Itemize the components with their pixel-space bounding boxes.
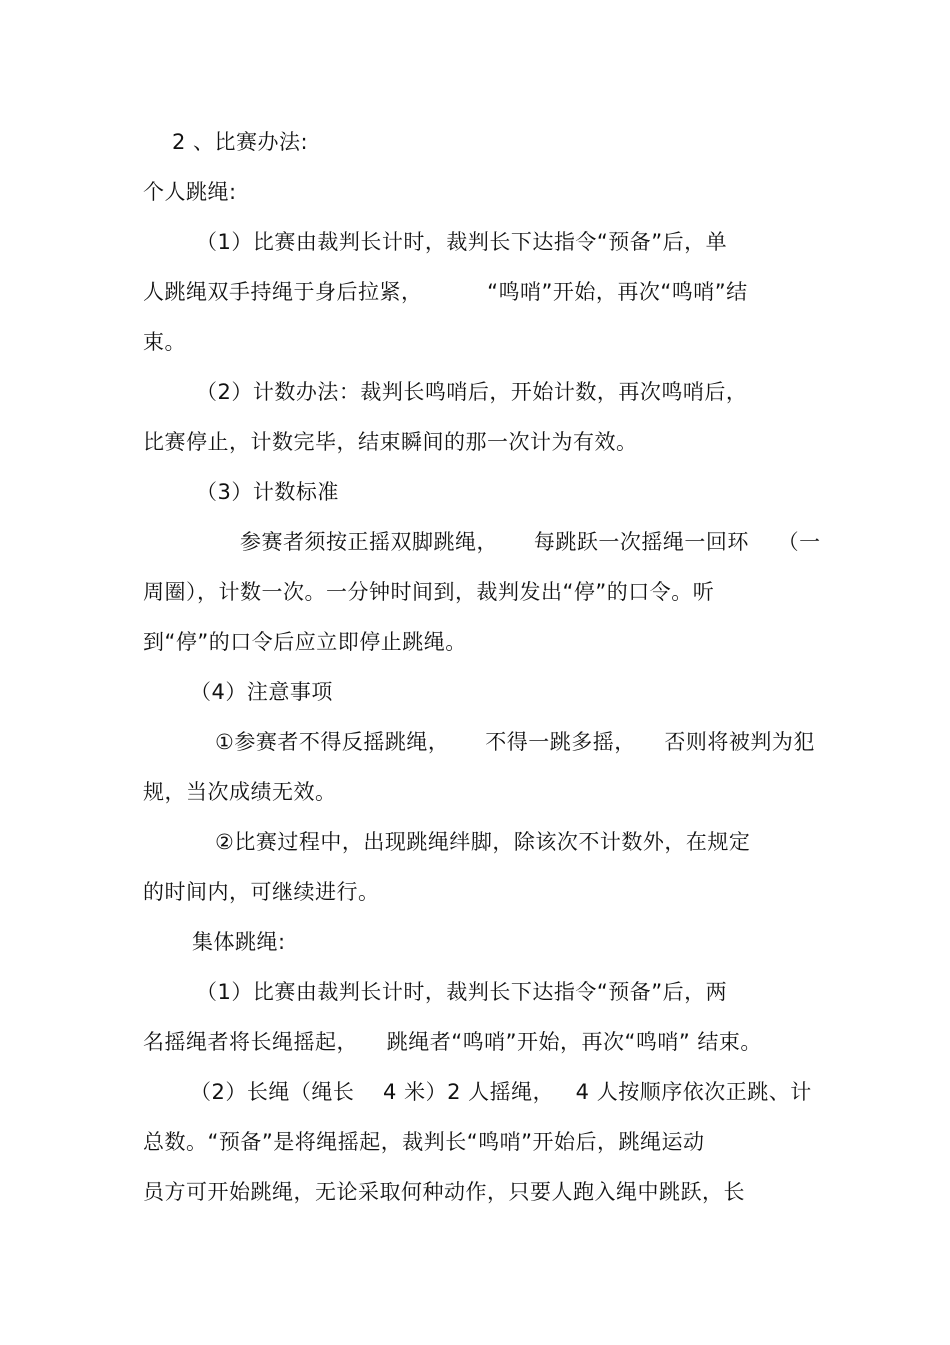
paragraph-line: （2）长绳（绳长 4 米）2 人摇绳， 4 人按顺序依次正跳、计 (190, 1080, 812, 1104)
paragraph-line: 人跳绳双手持绳于身后拉紧， “鸣哨”开始，再次“鸣哨”结 (143, 280, 748, 304)
paragraph-line: ①参赛者不得反摇跳绳， 不得一跳多摇， 否则将被判为犯 (215, 730, 815, 754)
paragraph-line: 到“停”的口令后应立即停止跳绳。 (143, 630, 467, 654)
paragraph-line: （1）比赛由裁判长计时，裁判长下达指令“预备”后，单 (196, 230, 728, 254)
paragraph-line: 周圈），计数一次。一分钟时间到，裁判发出“停”的口令。听 (143, 580, 715, 604)
section-heading-competition-method: 2 、比赛办法: (172, 130, 309, 154)
paragraph-line: 名摇绳者将长绳摇起， 跳绳者“鸣哨”开始，再次“鸣哨” 结束。 (143, 1030, 762, 1054)
paragraph-line: 的时间内，可继续进行。 (143, 880, 380, 904)
subheading-counting-standard: （3）计数标准 (196, 480, 339, 504)
paragraph-line: ②比赛过程中，出现跳绳绊脚，除该次不计数外，在规定 (215, 830, 751, 854)
subheading-notes: （4）注意事项 (190, 680, 333, 704)
paragraph-line: 规，当次成绩无效。 (143, 780, 337, 804)
paragraph-line: 比赛停止，计数完毕，结束瞬间的那一次计为有效。 (143, 430, 638, 454)
paragraph-line: （2）计数办法：裁判长鸣哨后，开始计数，再次鸣哨后， (196, 380, 748, 404)
paragraph-line: 束。 (143, 330, 186, 354)
subheading-group-rope: 集体跳绳: (192, 930, 286, 954)
subheading-individual-rope: 个人跳绳: (143, 180, 237, 204)
paragraph-line: 员方可开始跳绳，无论采取何种动作，只要人跑入绳中跳跃，长 (143, 1180, 745, 1204)
paragraph-line: 总数。“预备”是将绳摇起，裁判长“鸣哨”开始后，跳绳运动 (143, 1130, 705, 1154)
paragraph-line: 参赛者须按正摇双脚跳绳， 每跳跃一次摇绳一回环 （一 (240, 530, 821, 554)
paragraph-line: （1）比赛由裁判长计时，裁判长下达指令“预备”后，两 (196, 980, 728, 1004)
